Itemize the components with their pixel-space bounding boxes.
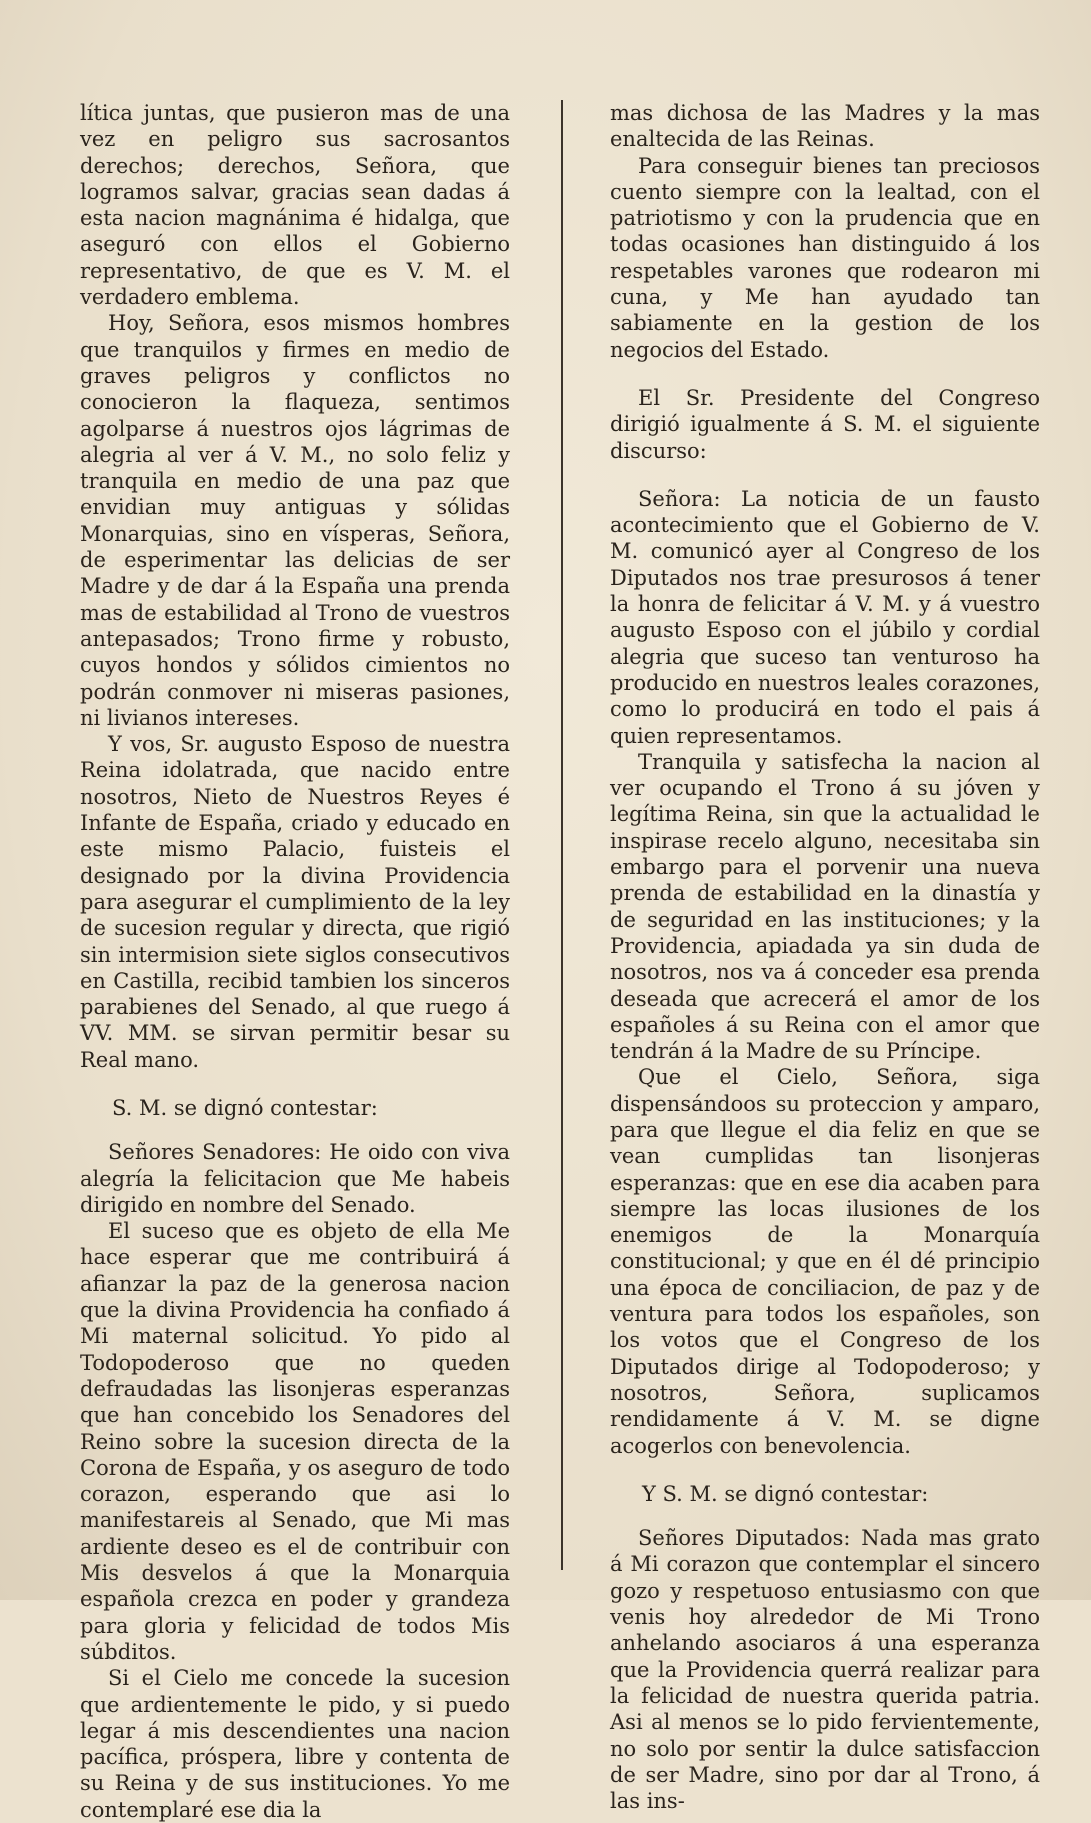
right-paragraph-7: Señores Diputados: Nada mas grato á Mi corazon que contemplar el sincero gozo y respetuoso entusiasmo con que venis hoy alrededor de Mi Trono anhelando asociaros á una esperanza que la Providencia querrá realizar para la felicidad de nuestra querida patria. Asi al menos se lo pido fervientemente, no solo por sentir la dulce satisfaccion de ser Madre, sino por dar al Trono, á las ins-: [610, 1526, 1040, 1814]
left-paragraph-6: Si el Cielo me concede la sucesion que ardientemente le pido, y si puedo legar á mis descendientes una nacion pacífica, próspera, libre y contenta de su Reina y de sus instituciones. Yo me contemplaré ese dia la: [80, 1666, 510, 1822]
left-heading-reply: S. M. se dignó contestar:: [112, 1095, 378, 1120]
left-paragraph-2: Hoy, Señora, esos mismos hombres que tranquilos y firmes en medio de graves peligros y conflictos no conocieron la flaqueza, sentimos agolparse á nuestros ojos lágrimas de alegria al ver á V. M., no solo feliz y tranquila en medio de una paz que envidian muy antiguas y sólidas Monarquias, sino en vísperas, Señora, de esperimentar las delicias de ser Madre y de dar á la España una prenda mas de estabilidad al Trono de vuestros antepasados; Trono firme y robusto, cuyos hondos y sólidos cimientos no podrán conmover ni miseras pasiones, ni livianos intereses.: [80, 311, 510, 730]
left-column: [80, 100, 510, 1823]
right-heading-reply: Y S. M. se dignó contestar:: [642, 1481, 929, 1506]
left-paragraph-4: Señores Senadores: He oido con viva alegría la felicitacion que Me habeis dirigido en nombre del Senado.: [80, 1140, 510, 1217]
right-paragraph-5: Tranquila y satisfecha la nacion al ver ocupando el Trono á su jóven y legítima Reina, sin que la actualidad le inspirase recelo alguno, necesitaba sin embargo para el porvenir una nueva prenda de estabilidad en la dinastía y de seguridad en las instituciones; y la Providencia, apiadada ya sin duda de nosotros, nos va á conceder esa prenda deseada que acrecerá el amor de los españoles á su Reina con el amor que tendrán á la Madre de su Príncipe.: [610, 749, 1040, 1064]
left-paragraph-1: lítica juntas, que pusieron mas de una vez en peligro sus sacrosantos derechos; derechos, Señora, que logramos salvar, gracias sean dadas á esta nacion magnánima é hidalga, que aseguró con ellos el Gobierno representativo, de que es V. M. el verdadero emblema.: [80, 101, 510, 310]
right-column: [610, 100, 1040, 1814]
column-divider: [561, 100, 563, 1570]
left-paragraph-3: Y vos, Sr. augusto Esposo de nuestra Reina idolatrada, que nacido entre nosotros, Nieto de Nuestros Reyes é Infante de España, criado y educado en este mismo Palacio, fuisteis el designado por la divina Providencia para asegurar el cumplimiento de la ley de sucesion regular y directa, que rigió sin intermision siete siglos consecutivos en Castilla, recibid tambien los sinceros parabienes del Senado, al que ruego á VV. MM. se sirvan permitir besar su Real mano.: [80, 732, 510, 1072]
right-paragraph-4: Señora: La noticia de un fausto acontecimiento que el Gobierno de V. M. comunicó ayer al Congreso de los Diputados nos trae presurosos á tener la honra de felicitar á V. M. y á vuestro augusto Esposo con el júbilo y cordial alegria que suceso tan venturoso ha producido en nuestros leales corazones, como lo producirá en todo el pais á quien representamos.: [610, 486, 1040, 748]
right-paragraph-1: mas dichosa de las Madres y la mas enaltecida de las Reinas.: [610, 101, 1040, 152]
right-paragraph-2: Para conseguir bienes tan preciosos cuento siempre con la lealtad, con el patriotismo y con la prudencia que en todas ocasiones han distinguido á los respetables varones que rodearon mi cuna, y Me han ayudado tan sabiamente en la gestion de los negocios del Estado.: [610, 153, 1040, 362]
right-paragraph-6: Que el Cielo, Señora, siga dispensándoos su proteccion y amparo, para que llegue el dia feliz en que se vean cumplidas tan lisonjeras esperanzas: que en ese dia acaben para siempre las locas ilusiones de los enemigos de la Monarquía constitucional; y que en él dé principio una época de conciliacion, de paz y de ventura para todos los españoles, son los votos que el Congreso de los Diputados dirige al Todopoderoso; y nosotros, Señora, suplicamos rendidamente á V. M. se digne acogerlos con benevolencia.: [610, 1065, 1040, 1458]
right-paragraph-3: El Sr. Presidente del Congreso dirigió igualmente á S. M. el siguiente discurso:: [610, 385, 1040, 463]
left-paragraph-5: El suceso que es objeto de ella Me hace esperar que me contribuirá á afianzar la paz de la generosa nacion que la divina Providencia ha confiado á Mi maternal solicitud. Yo pido al Todopoderoso que no queden defraudadas las lisonjeras esperanzas que han concebido los Senadores del Reino sobre la sucesion directa de la Corona de España, y os aseguro de todo corazon, esperando que asi lo manifestareis al Senado, que Mi mas ardiente deseo es el de contribuir con Mis desvelos á que la Monarquia española crezca en poder y grandeza para gloria y felicidad de todos Mis súbditos.: [80, 1219, 510, 1664]
